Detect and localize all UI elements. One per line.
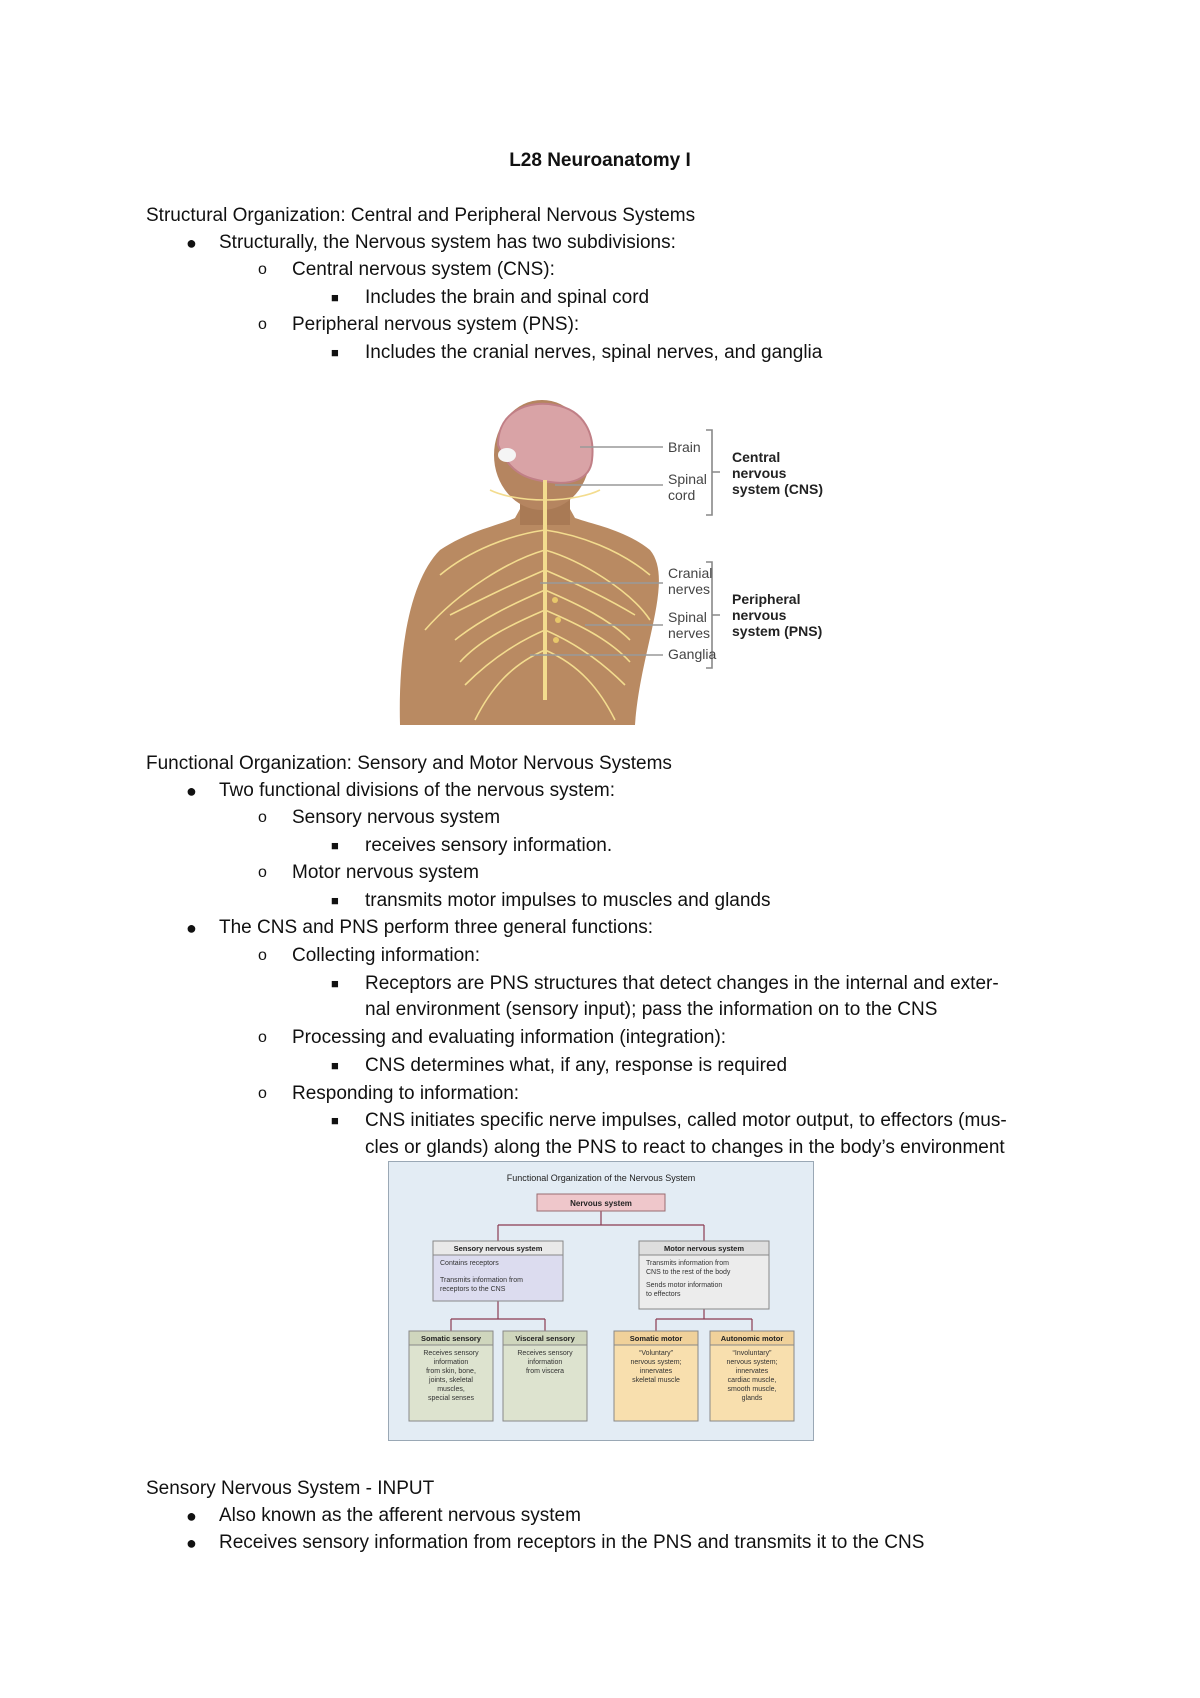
node-text: cardiac muscle, xyxy=(727,1377,777,1384)
node-label: Somatic motor xyxy=(629,1334,683,1343)
list-item: Peripheral nervous system (PNS): xyxy=(292,314,580,335)
bullet-disc: ● xyxy=(186,1506,197,1526)
node-text: Transmits information from xyxy=(646,1260,729,1267)
node-text: Receives sensory xyxy=(423,1350,479,1357)
node-label: Somatic sensory xyxy=(420,1334,482,1343)
section-heading-sensory: Sensory Nervous System - INPUT xyxy=(146,1478,435,1499)
label-spinal-cord: cord xyxy=(668,487,696,503)
bullet-disc: ● xyxy=(186,1533,197,1553)
label-cranial-nerves: Cranial xyxy=(668,565,713,581)
node-text: information xyxy=(527,1359,563,1366)
list-item: The CNS and PNS perform three general functions: xyxy=(219,917,654,938)
node-label: Nervous system xyxy=(570,1199,632,1208)
node-text: from skin, bone, xyxy=(426,1368,476,1375)
node-text: innervates xyxy=(639,1368,673,1375)
label-spinal-nerves: Spinal xyxy=(668,609,707,625)
label-brain: Brain xyxy=(668,439,701,455)
page-title: L28 Neuroanatomy I xyxy=(509,150,691,171)
label-pns-group: nervous xyxy=(732,607,787,623)
bullet-square: ■ xyxy=(331,838,339,853)
bullet-circle: o xyxy=(258,947,267,964)
label-cns-group: system (CNS) xyxy=(732,481,824,497)
bullet-square: ■ xyxy=(331,893,339,908)
bullet-circle: o xyxy=(258,1029,267,1046)
list-item: Central nervous system (CNS): xyxy=(292,259,555,280)
label-ganglia: Ganglia xyxy=(668,646,717,662)
list-item: Also known as the afferent nervous system xyxy=(219,1505,581,1526)
node-text: CNS to the rest of the body xyxy=(646,1269,731,1276)
list-item: Receptors are PNS structures that detect changes in the internal and exter- xyxy=(365,973,999,994)
label-cranial-nerves: nerves xyxy=(668,581,711,597)
bullet-disc: ● xyxy=(186,781,197,801)
list-item: CNS initiates specific nerve impulses, called motor output, to effectors (mus- xyxy=(365,1110,1007,1131)
list-item: Structurally, the Nervous system has two subdivisions: xyxy=(219,232,676,253)
node-label: Autonomic motor xyxy=(720,1334,784,1343)
list-item: Includes the brain and spinal cord xyxy=(365,287,650,308)
bullet-circle: o xyxy=(258,261,267,278)
node-text: “Voluntary” xyxy=(639,1350,673,1357)
list-item: Responding to information: xyxy=(292,1083,520,1104)
bullet-square: ■ xyxy=(331,976,339,991)
bullet-circle: o xyxy=(258,1085,267,1102)
node-text: to effectors xyxy=(646,1291,681,1298)
node-text: muscles, xyxy=(437,1386,465,1393)
cns-bracket xyxy=(706,430,720,515)
label-pns-group: Peripheral xyxy=(732,591,801,607)
list-item: transmits motor impulses to muscles and glands xyxy=(365,890,771,911)
node-text: skeletal muscle xyxy=(632,1377,680,1384)
label-cns-group: nervous xyxy=(732,465,787,481)
node-text: nervous system; xyxy=(726,1359,778,1366)
node-label: Visceral sensory xyxy=(515,1334,575,1343)
node-text: joints, skeletal xyxy=(429,1377,473,1384)
label-pns-group: system (PNS) xyxy=(732,623,823,639)
list-item: CNS determines what, if any, response is required xyxy=(365,1055,788,1076)
section-heading-functional: Functional Organization: Sensory and Motor Nervous Systems xyxy=(146,753,672,774)
functional-organization-chart xyxy=(388,1161,814,1441)
node-label: Sensory nervous system xyxy=(453,1244,543,1253)
torso-shape xyxy=(400,500,659,725)
node-label: Motor nervous system xyxy=(663,1244,745,1253)
bullet-disc: ● xyxy=(186,918,197,938)
nervous-system-body-figure xyxy=(380,400,850,725)
bullet-square: ■ xyxy=(331,1058,339,1073)
node-text: from viscera xyxy=(525,1368,565,1375)
eye-shape xyxy=(498,448,516,462)
node-text: nervous system; xyxy=(630,1359,682,1366)
bullet-circle: o xyxy=(258,809,267,826)
list-item: Sensory nervous system xyxy=(292,807,501,828)
list-item: Collecting information: xyxy=(292,945,480,966)
list-item-continuation: nal environment (sensory input); pass the information on to the CNS xyxy=(365,999,938,1020)
node-text: special senses xyxy=(428,1395,474,1402)
node-text: innervates xyxy=(735,1368,769,1375)
node-text: “Involuntary” xyxy=(732,1350,772,1357)
label-cns-group: Central xyxy=(732,449,781,465)
label-spinal-cord: Spinal xyxy=(668,471,707,487)
node-text: Contains receptors xyxy=(440,1260,499,1267)
node-text: receptors to the CNS xyxy=(440,1286,506,1293)
node-text: smooth muscle, xyxy=(727,1386,777,1393)
bullet-circle: o xyxy=(258,864,267,881)
label-spinal-nerves: nerves xyxy=(668,625,711,641)
list-item-continuation: cles or glands) along the PNS to react to changes in the body’s environment xyxy=(365,1137,1005,1158)
list-item: Processing and evaluating information (integration): xyxy=(292,1027,727,1048)
list-item: receives sensory information. xyxy=(365,835,613,856)
node-text: Transmits information from xyxy=(440,1277,523,1284)
bullet-disc: ● xyxy=(186,233,197,253)
bullet-circle: o xyxy=(258,316,267,333)
list-item: Receives sensory information from receptors in the PNS and transmits it to the CNS xyxy=(219,1532,925,1553)
bullet-square: ■ xyxy=(331,290,339,305)
list-item: Includes the cranial nerves, spinal nerves, and ganglia xyxy=(365,342,823,363)
node-text: Sends motor information xyxy=(646,1282,723,1289)
list-item: Motor nervous system xyxy=(292,862,479,883)
node-text: Receives sensory xyxy=(517,1350,573,1357)
section-heading-structural: Structural Organization: Central and Peripheral Nervous Systems xyxy=(146,205,696,226)
list-item: Two functional divisions of the nervous system: xyxy=(219,780,616,801)
chart-title: Functional Organization of the Nervous System xyxy=(506,1173,696,1183)
bullet-square: ■ xyxy=(331,1113,339,1128)
bullet-square: ■ xyxy=(331,345,339,360)
node-text: glands xyxy=(741,1395,763,1402)
node-text: information xyxy=(433,1359,469,1366)
